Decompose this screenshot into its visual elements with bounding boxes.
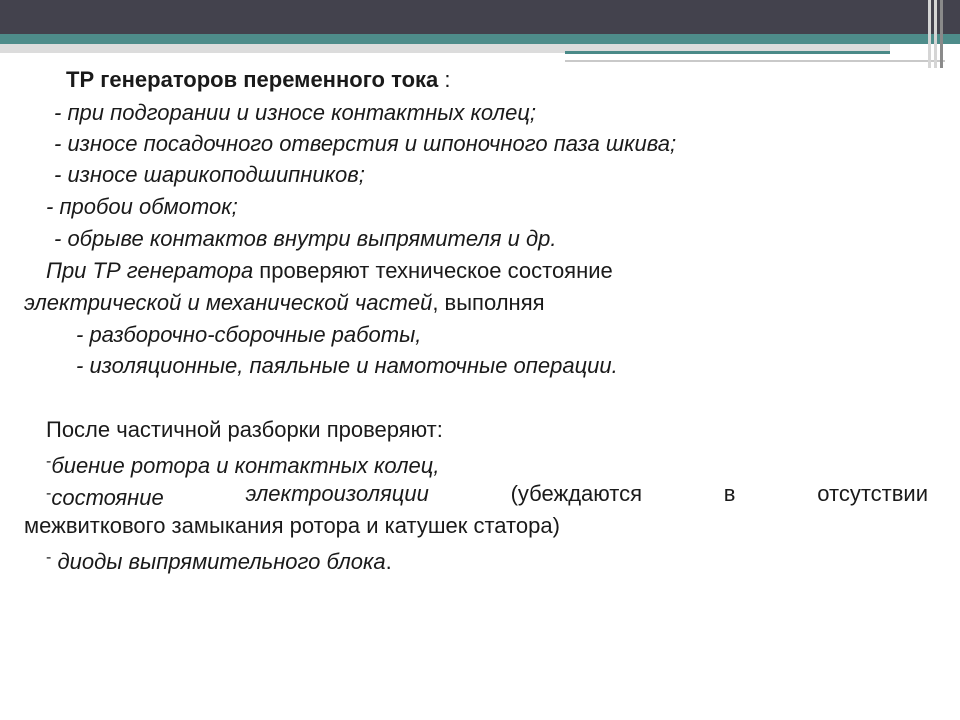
list-item: - изоляционные, паяльные и намоточные операции. xyxy=(76,353,618,378)
justified-line xyxy=(46,480,928,511)
paragraph-line xyxy=(46,257,613,284)
italic-phrase: При ТР генератора xyxy=(46,258,254,283)
paragraph-line xyxy=(24,289,545,316)
list-item xyxy=(46,448,439,479)
dash-marker: - xyxy=(46,453,52,470)
item-text: диоды выпрямительного блока xyxy=(57,549,386,574)
text-run: проверяют техническое состояние xyxy=(253,258,613,283)
item-text: состояние xyxy=(51,485,164,510)
slide-heading xyxy=(66,66,451,93)
dash-marker: - xyxy=(46,549,52,566)
list-item xyxy=(46,544,392,575)
list-item: - пробои обмоток; xyxy=(46,194,238,219)
item-text: электроизоляции xyxy=(245,481,429,506)
heading-title: ТР генераторов переменного тока xyxy=(66,67,439,92)
paragraph-intro: После частичной разборки проверяют: xyxy=(46,417,443,442)
list-item: - износе посадочного отверстия и шпоночного паза шкива; xyxy=(54,131,677,156)
text-run: . xyxy=(385,549,392,574)
italic-phrase: электрической и механической частей xyxy=(24,290,433,315)
dash-marker: - xyxy=(46,485,52,502)
text-run: в xyxy=(723,481,736,506)
list-item: - обрыве контактов внутри выпрямителя и др. xyxy=(54,226,557,251)
text-run: (убеждаются xyxy=(510,481,643,506)
list-item: - при подгорании и износе контактных колец; xyxy=(54,100,537,125)
paragraph-line: межвиткового замыкания ротора и катушек статора) xyxy=(24,513,560,538)
list-item: - износе шарикоподшипников; xyxy=(54,162,365,187)
text-run: отсутствии xyxy=(817,481,928,506)
item-text: биение ротора и контактных колец, xyxy=(51,453,440,478)
heading-colon: : xyxy=(438,67,451,92)
text-run: , выполняя xyxy=(432,290,545,315)
list-item: - разборочно-сборочные работы, xyxy=(76,322,422,347)
